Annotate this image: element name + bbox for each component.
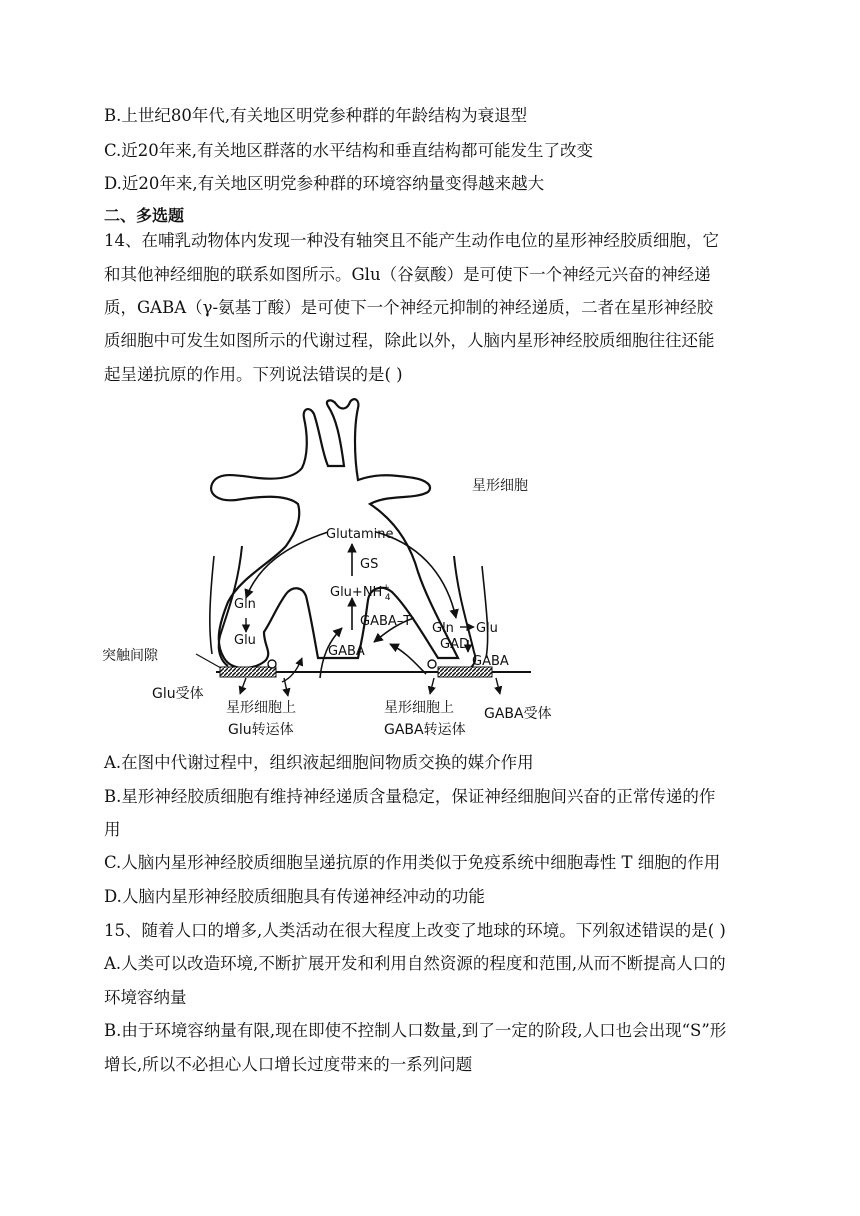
section-heading-multiple-choice: 二、多选题	[104, 206, 185, 225]
q14-stem-line-4: 质细胞中可发生如图所示的代谢过程，除此以外，人脑内星形神经胶质细胞往往还能	[104, 331, 715, 350]
label-gln-left: Gln	[234, 597, 256, 612]
glu-transporter	[220, 667, 276, 677]
label-synaptic-cleft: 突触间隙	[102, 648, 158, 664]
right-neuron-terminal	[454, 556, 475, 670]
q14-stem-line-1: 14、在哺乳动物体内发现一种没有轴突且不能产生动作电位的星形神经胶质细胞，它	[104, 231, 719, 250]
label-gln-right: Gln	[432, 621, 454, 636]
label-gaba-right: GABA	[472, 654, 509, 669]
label-glu-right: Glu	[476, 621, 498, 636]
q15-stem: 15、随着人口的增多,人类活动在很大程度上改变了地球的环境。下列叙述错误的是( )	[104, 921, 726, 940]
label-gaba-center: GABA	[328, 644, 365, 659]
label-astrocyte: 星形细胞	[472, 478, 528, 494]
astrocyte-synapse-diagram	[96, 396, 596, 746]
q14-stem-line-2: 和其他神经细胞的联系如图所示。Glu（谷氨酸）是可使下一个神经元兴奋的神经递	[104, 265, 711, 284]
label-gaba-transporter-2: GABA转运体	[384, 722, 466, 738]
glu-receptor-icon	[268, 660, 276, 668]
q13-option-b: B.上世纪80年代,有关地区明党参种群的年龄结构为衰退型	[104, 106, 528, 125]
label-gs: GS	[360, 557, 379, 572]
q14-stem-line-3: 质，GABA（γ-氨基丁酸）是可使下一个神经元抑制的神经递质，二者在星形神经胶	[104, 298, 714, 317]
q14-option-b-line-1: B.星形神经胶质细胞有维持神经递质含量稳定，保证神经细胞间兴奋的正常传递的作	[104, 787, 716, 806]
q15-option-b-line-2: 增长,所以不必担心人口增长过度带来的一系列问题	[104, 1055, 473, 1074]
label-glu-receptor: Glu受体	[152, 686, 204, 702]
q13-option-c: C.近20年来,有关地区群落的水平结构和垂直结构都可能发生了改变	[104, 141, 594, 160]
q14-option-a: A.在图中代谢过程中，组织液起细胞间物质交换的媒介作用	[104, 753, 534, 772]
label-glutamine: Glutamine	[326, 527, 394, 542]
gaba-receptor-icon	[428, 660, 436, 668]
q14-stem-line-5: 起呈递抗原的作用。下列说法错误的是( )	[104, 365, 403, 384]
label-glu-nh4: Glu+NH+ 4	[330, 583, 391, 603]
label-gad: GAD	[440, 637, 469, 652]
q15-option-a-line-1: A.人类可以改造环境,不断扩展开发和利用自然资源的程度和范围,从而不断提高人口的	[104, 954, 726, 973]
q14-option-c: C.人脑内星形神经胶质细胞呈递抗原的作用类似于免疫系统中细胞毒性 T 细胞的作用	[104, 853, 721, 872]
label-glu-transporter-2: Glu转运体	[228, 722, 294, 738]
label-glu-transporter-1: 星形细胞上	[226, 700, 296, 716]
q15-option-b-line-1: B.由于环境容纳量有限,现在即使不控制人口数量,到了一定的阶段,人口也会出现“S”形	[104, 1021, 727, 1040]
label-gaba-receptor: GABA受体	[484, 706, 552, 722]
q14-option-b-line-2: 用	[104, 820, 121, 839]
q14-option-d: D.人脑内星形神经胶质细胞具有传递神经冲动的功能	[104, 887, 485, 906]
q15-option-a-line-2: 环境容纳量	[104, 988, 187, 1007]
label-glu-left: Glu	[234, 633, 256, 648]
label-gaba-transporter-1: 星形细胞上	[384, 700, 454, 716]
label-gaba-t: GABA–T	[360, 614, 412, 629]
q13-option-d: D.近20年来,有关地区明党参种群的环境容纳量变得越来越大	[104, 174, 545, 193]
